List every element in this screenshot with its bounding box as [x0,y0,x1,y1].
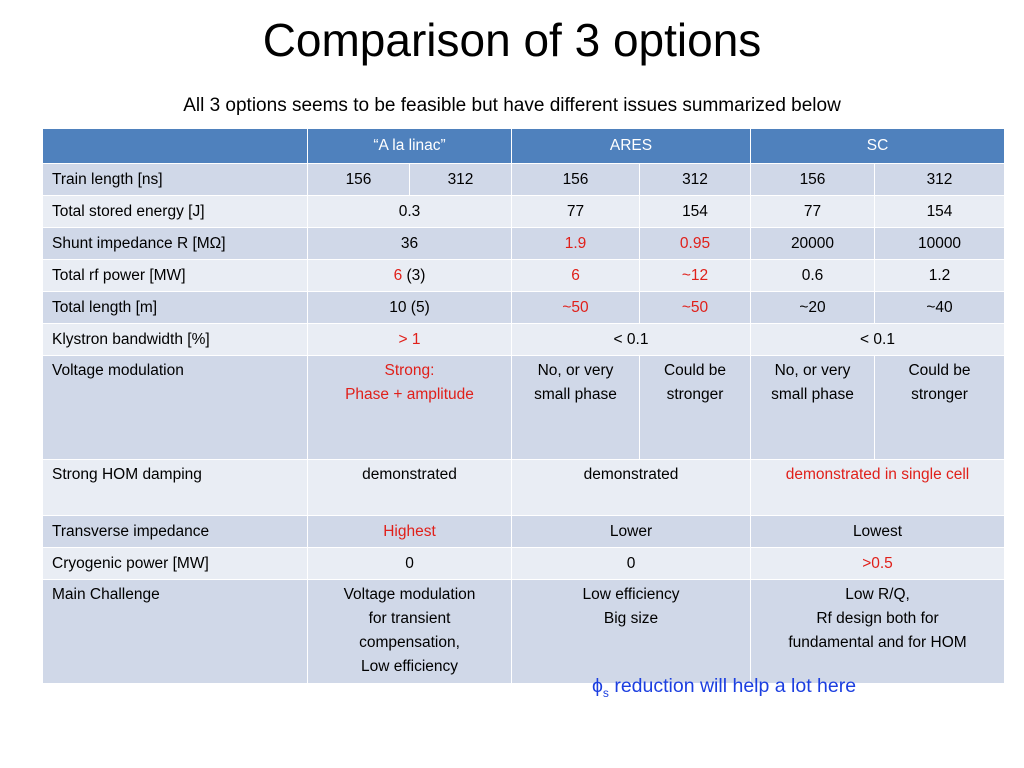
cell: 0 [512,548,751,580]
cell: 77 [512,196,640,228]
table-header-row [43,129,1005,164]
cell: 154 [875,196,1005,228]
phi-symbol: ϕ [592,675,603,697]
cell-line: Big size [603,610,659,627]
cell: 0.6 [751,260,875,292]
cell: ~20 [751,292,875,324]
row-rf-power [43,260,1005,292]
row-hom-damping [43,460,1005,516]
cell: >0.5 [751,548,1005,580]
cell: Lowest [751,516,1005,548]
cell: > 1 [308,324,512,356]
phi-subscript: s [602,685,609,700]
cell [875,356,1005,460]
cell-highlight: 6 [393,266,403,284]
cell: 77 [751,196,875,228]
row-main-challenge [43,580,1005,684]
cell-line: Voltage modulation [343,586,476,603]
cell: Lower [512,516,751,548]
cell-line: Phase + amplitude [345,386,474,403]
header-blank [43,129,308,164]
row-label: Total length [m] [43,292,308,324]
cell: ~40 [875,292,1005,324]
row-label: Transverse impedance [43,516,308,548]
row-label: Total rf power [MW] [43,260,308,292]
cell-line: Could be [663,362,727,379]
row-stored-energy [43,196,1005,228]
row-total-length [43,292,1005,324]
cell [308,260,512,292]
row-label: Strong HOM damping [43,460,308,516]
cell-line: No, or very [774,362,851,379]
row-label: Shunt impedance R [MΩ] [43,228,308,260]
header-linac: “A la linac” [308,129,512,164]
cell: 20000 [751,228,875,260]
cell [751,580,1005,684]
cell [308,356,512,460]
cell: 10 (5) [308,292,512,324]
cell: demonstrated [308,460,512,516]
cell: 156 [512,164,640,196]
cell: 0 [308,548,512,580]
cell: demonstrated [512,460,751,516]
comparison-table [42,128,1005,684]
cell [308,580,512,684]
cell-line: small phase [771,386,854,403]
cell [751,356,875,460]
cell-line: stronger [666,386,724,403]
cell-line: Low R/Q, [845,586,910,603]
cell-line: Low efficiency [360,658,459,675]
row-label: Total stored energy [J] [43,196,308,228]
cell: < 0.1 [751,324,1005,356]
row-transverse-impedance [43,516,1005,548]
cell-line: fundamental and for HOM [788,634,967,651]
cell: 1.2 [875,260,1005,292]
cell: 0.95 [640,228,751,260]
row-cryogenic-power [43,548,1005,580]
cell: 36 [308,228,512,260]
slide-title: Comparison of 3 options [262,14,762,66]
note-text: reduction will help a lot here [608,675,857,697]
row-label: Cryogenic power [MW] [43,548,308,580]
row-label: Main Challenge [43,580,308,684]
row-klystron-bandwidth [43,324,1005,356]
cell: 312 [640,164,751,196]
cell: demonstrated in single cell [751,460,1005,516]
cell: 156 [308,164,410,196]
row-train-length [43,164,1005,196]
cell [512,580,751,684]
cell-rest: (3) [402,266,426,284]
cell [640,356,751,460]
cell: Highest [308,516,512,548]
slide-subtitle: All 3 options seems to be feasible but have different issues summarized below [183,95,841,116]
phase-reduction-note [592,673,856,706]
header-ares: ARES [512,129,751,164]
cell: < 0.1 [512,324,751,356]
cell-line: Strong: [384,362,435,379]
cell-line: Could be [908,362,971,379]
row-label: Train length [ns] [43,164,308,196]
row-label: Voltage modulation [43,356,308,460]
cell: ~12 [640,260,751,292]
row-voltage-modulation [43,356,1005,460]
cell-line: stronger [911,386,968,403]
cell: 312 [410,164,512,196]
cell: 1.9 [512,228,640,260]
header-sc: SC [751,129,1005,164]
row-shunt-impedance [43,228,1005,260]
cell-line: small phase [534,386,617,403]
cell-line: No, or very [537,362,614,379]
cell: 6 [512,260,640,292]
cell: 10000 [875,228,1005,260]
cell: 154 [640,196,751,228]
cell [512,356,640,460]
cell: 0.3 [308,196,512,228]
cell: 156 [751,164,875,196]
cell: ~50 [512,292,640,324]
row-label: Klystron bandwidth [%] [43,324,308,356]
cell-line: for transient [368,610,451,627]
cell-line: Low efficiency [582,586,680,603]
cell: 312 [875,164,1005,196]
cell-line: compensation, [359,634,460,651]
cell-line: Rf design both for [816,610,939,627]
cell: ~50 [640,292,751,324]
